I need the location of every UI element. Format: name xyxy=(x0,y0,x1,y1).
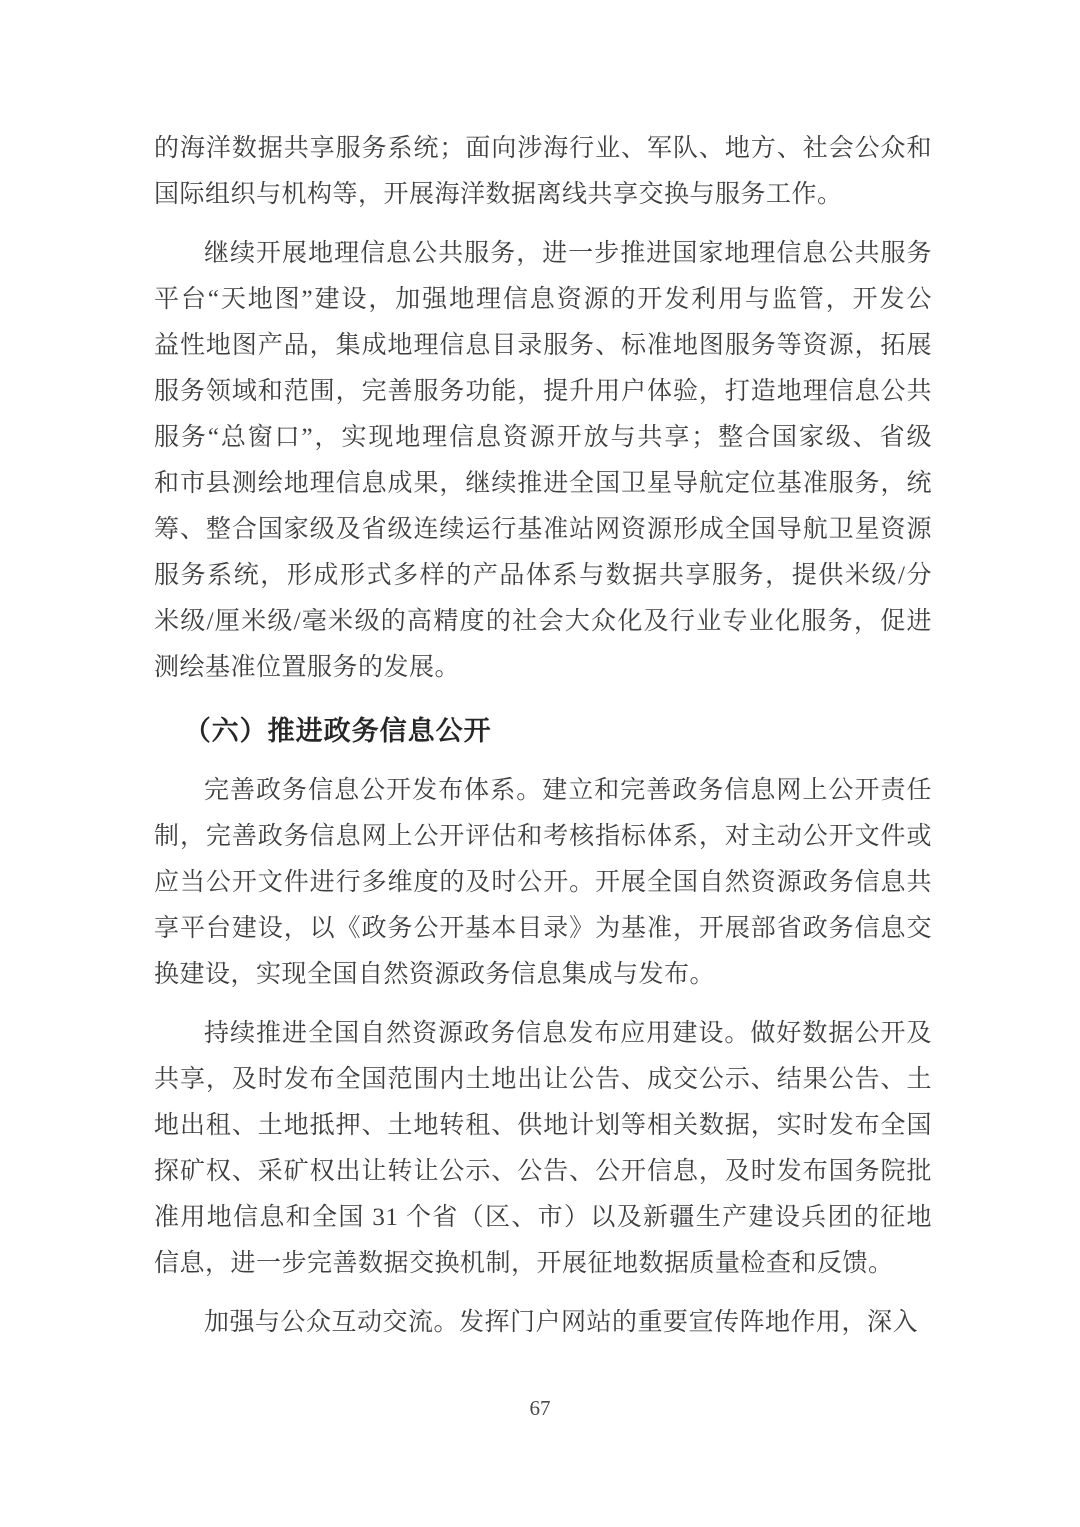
paragraph xyxy=(154,768,932,998)
text-line: 应当公开文件进行多维度的及时公开。开展全国自然资源政务信息共 xyxy=(154,869,932,896)
text-line: 加强与公众互动交流。发挥门户网站的重要宣传阵地作用，深入 xyxy=(204,1309,919,1336)
text-line: 米级/厘米级/毫米级的高精度的社会大众化及行业专业化服务，促进 xyxy=(154,608,932,635)
text-line: 测绘基准位置服务的发展。 xyxy=(154,654,461,681)
text-line: 共享，及时发布全国范围内土地出让公告、成交公示、结果公告、土 xyxy=(154,1066,932,1093)
text-line: 继续开展地理信息公共服务，进一步推进国家地理信息公共服务 xyxy=(204,240,932,267)
text-line: 筹、整合国家级及省级连续运行基准站网资源形成全国导航卫星资源 xyxy=(154,516,932,543)
document-body xyxy=(154,126,932,1346)
text-line: 益性地图产品，集成地理信息目录服务、标准地图服务等资源，拓展 xyxy=(154,332,932,359)
text-line: 服务“总窗口”，实现地理信息资源开放与共享；整合国家级、省级 xyxy=(154,424,932,451)
text-line: 准用地信息和全国 31 个省（区、市）以及新疆生产建设兵团的征地 xyxy=(154,1204,932,1231)
text-line: 国际组织与机构等，开展海洋数据离线共享交换与服务工作。 xyxy=(154,181,843,208)
text-line: 服务领域和范围，完善服务功能，提升用户体验，打造地理信息公共 xyxy=(154,378,932,405)
paragraph xyxy=(154,126,932,218)
paragraph xyxy=(154,1011,932,1287)
page-number: 67 xyxy=(529,1396,551,1420)
text-line: 服务系统，形成形式多样的产品体系与数据共享服务，提供米级/分 xyxy=(154,562,932,589)
paragraph xyxy=(154,1300,932,1346)
paragraph xyxy=(154,231,932,691)
text-line: 的海洋数据共享服务系统；面向涉海行业、军队、地方、社会公众和 xyxy=(154,135,932,162)
text-line: 享平台建设，以《政务公开基本目录》为基准，开展部省政务信息交 xyxy=(154,915,932,942)
text-line: 制，完善政务信息网上公开评估和考核指标体系，对主动公开文件或 xyxy=(154,823,932,850)
text-line: 换建设，实现全国自然资源政务信息集成与发布。 xyxy=(154,961,716,988)
text-line: 和市县测绘地理信息成果，继续推进全国卫星导航定位基准服务，统 xyxy=(154,470,932,497)
text-line: 平台“天地图”建设，加强地理信息资源的开发利用与监管，开发公 xyxy=(154,286,932,313)
text-line: 完善政务信息公开发布体系。建立和完善政务信息网上公开责任 xyxy=(204,777,932,804)
text-line: 信息，进一步完善数据交换机制，开展征地数据质量检查和反馈。 xyxy=(154,1250,894,1277)
text-line: 持续推进全国自然资源政务信息发布应用建设。做好数据公开及 xyxy=(204,1020,932,1047)
section-heading: （六）推进政务信息公开 xyxy=(183,716,492,746)
text-line: 地出租、土地抵押、土地转租、供地计划等相关数据，实时发布全国 xyxy=(154,1112,932,1139)
text-line: 探矿权、采矿权出让转让公示、公告、公开信息，及时发布国务院批 xyxy=(154,1158,932,1185)
